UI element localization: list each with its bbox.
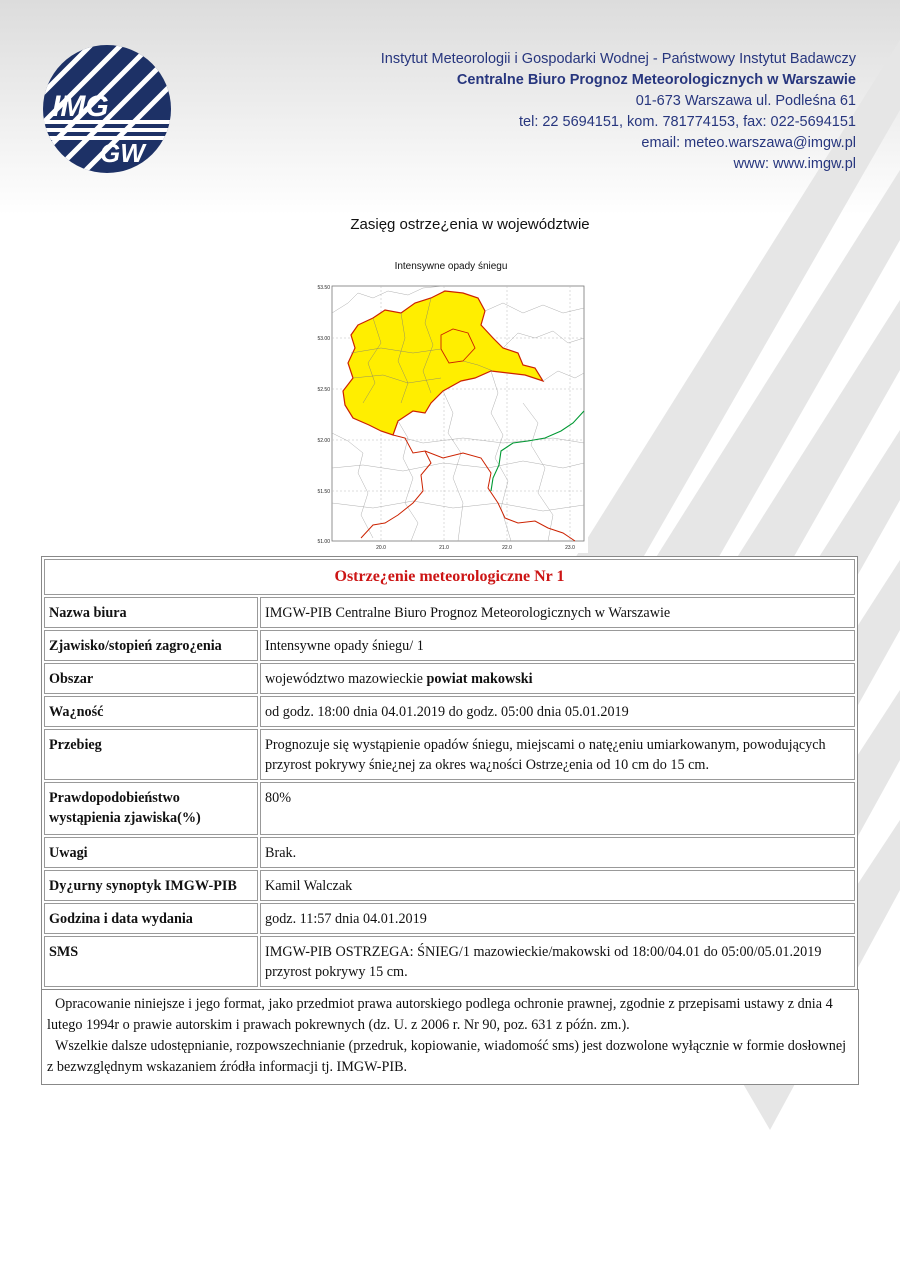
row-label: Uwagi <box>44 837 258 868</box>
institute-header <box>381 49 856 175</box>
table-row <box>44 663 855 694</box>
lon-tick: 20.0 <box>376 545 386 551</box>
copyright-paragraph: Opracowanie niniejsze i jego format, jako przedmiot prawa autorskiego podlega ochronie prawnej, zgodnie z przepisami ustawy z dnia 4 lutego 1994r o prawie autorskim i prawach pokrewnych (dz. U. z 2006 r. Nr 90, poz. 631 z późn. zm.). <box>47 996 833 1033</box>
distribution-paragraph: Wszelkie dalsze udostępnianie, rozpowszechnianie (przedruk, kopiowanie, wiadomość sms) jest dozwolone wyłącznie w formie dosłownej z bezwzględnym wskazaniem źródła informacji tj. IMGW-PIB. <box>47 1038 847 1075</box>
table-row <box>44 903 855 934</box>
table-title-row <box>44 559 855 595</box>
row-value: Brak. <box>260 837 855 868</box>
email[interactable]: email: meteo.warszawa@imgw.pl <box>641 135 856 151</box>
address: 01-673 Warszawa ul. Podleśna 61 <box>635 93 856 109</box>
row-value: godz. 11:57 dnia 04.01.2019 <box>260 903 855 934</box>
lon-tick: 21.0 <box>439 545 449 551</box>
row-value: Intensywne opady śniegu/ 1 <box>260 630 855 661</box>
table-row <box>44 870 855 901</box>
phone: tel: 22 5694151, kom. 781774153, fax: 022-5694151 <box>519 114 856 130</box>
row-label: Obszar <box>44 663 258 694</box>
imgw-logo-icon <box>42 44 172 174</box>
table-row <box>44 729 855 780</box>
lon-tick: 22.0 <box>502 545 512 551</box>
row-label: Przebieg <box>44 729 258 780</box>
logo-text-top: IMG <box>52 90 109 123</box>
institute-name: Instytut Meteorologii i Gospodarki Wodnej - Państwowy Instytut Badawczy <box>380 51 856 67</box>
row-label: Zjawisko/stopień zagro¿enia <box>44 630 258 661</box>
lat-tick: 53.00 <box>317 336 330 342</box>
logo-text-bottom: GW <box>100 138 145 168</box>
area-region: województwo mazowieckie <box>265 671 423 687</box>
warning-table <box>41 556 858 990</box>
lat-tick: 52.00 <box>317 438 330 444</box>
table-row <box>44 782 855 835</box>
map-title: Intensywne opady śniegu <box>394 261 508 272</box>
lat-tick: 52.50 <box>317 387 330 393</box>
lat-tick: 51.00 <box>317 539 330 545</box>
map-caption: Zasięg ostrze¿enia w województwie <box>350 216 590 233</box>
bureau-name: Centralne Biuro Prognoz Meteorologicznych w Warszawie <box>456 72 856 88</box>
row-label: Godzina i data wydania <box>44 903 258 934</box>
row-label: Wa¿ność <box>44 696 258 727</box>
row-label: SMS <box>44 936 258 987</box>
lat-tick: 53.50 <box>317 285 330 291</box>
lat-tick: 51.50 <box>317 489 330 495</box>
website[interactable]: www: www.imgw.pl <box>733 156 856 172</box>
table-row <box>44 597 855 628</box>
row-value: Prognozuje się wystąpienie opadów śniegu, miejscami o natę¿eniu umiarkowanym, powodujących przyrost pokrywy śnie¿nej za okres wa¿ności Ostrze¿enia od 10 cm do 15 cm. <box>260 729 855 780</box>
warning-title: Ostrze¿enie meteorologiczne Nr 1 <box>44 559 855 595</box>
row-value: od godz. 18:00 dnia 04.01.2019 do godz. 05:00 dnia 05.01.2019 <box>260 696 855 727</box>
row-value: 80% <box>260 782 855 835</box>
table-row <box>44 936 855 987</box>
table-row <box>44 696 855 727</box>
row-label: Dy¿urny synoptyk IMGW-PIB <box>44 870 258 901</box>
row-value: IMGW-PIB Centralne Biuro Prognoz Meteorologicznych w Warszawie <box>260 597 855 628</box>
area-district: powiat makowski <box>426 671 533 687</box>
table-row <box>44 630 855 661</box>
table-row <box>44 837 855 868</box>
row-value: Kamil Walczak <box>260 870 855 901</box>
row-label: Nazwa biura <box>44 597 258 628</box>
lon-tick: 23.0 <box>565 545 575 551</box>
row-label: Prawdopodobieństwo wystąpienia zjawiska(%) <box>44 782 258 835</box>
copyright-notice <box>41 989 859 1085</box>
row-value: IMGW-PIB OSTRZEGA: ŚNIEG/1 mazowieckie/makowski od 18:00/04.01 do 05:00/05.01.2019 przyrost pokrywy 15 cm. <box>260 936 855 987</box>
row-value <box>260 663 855 694</box>
warning-map <box>313 253 588 553</box>
